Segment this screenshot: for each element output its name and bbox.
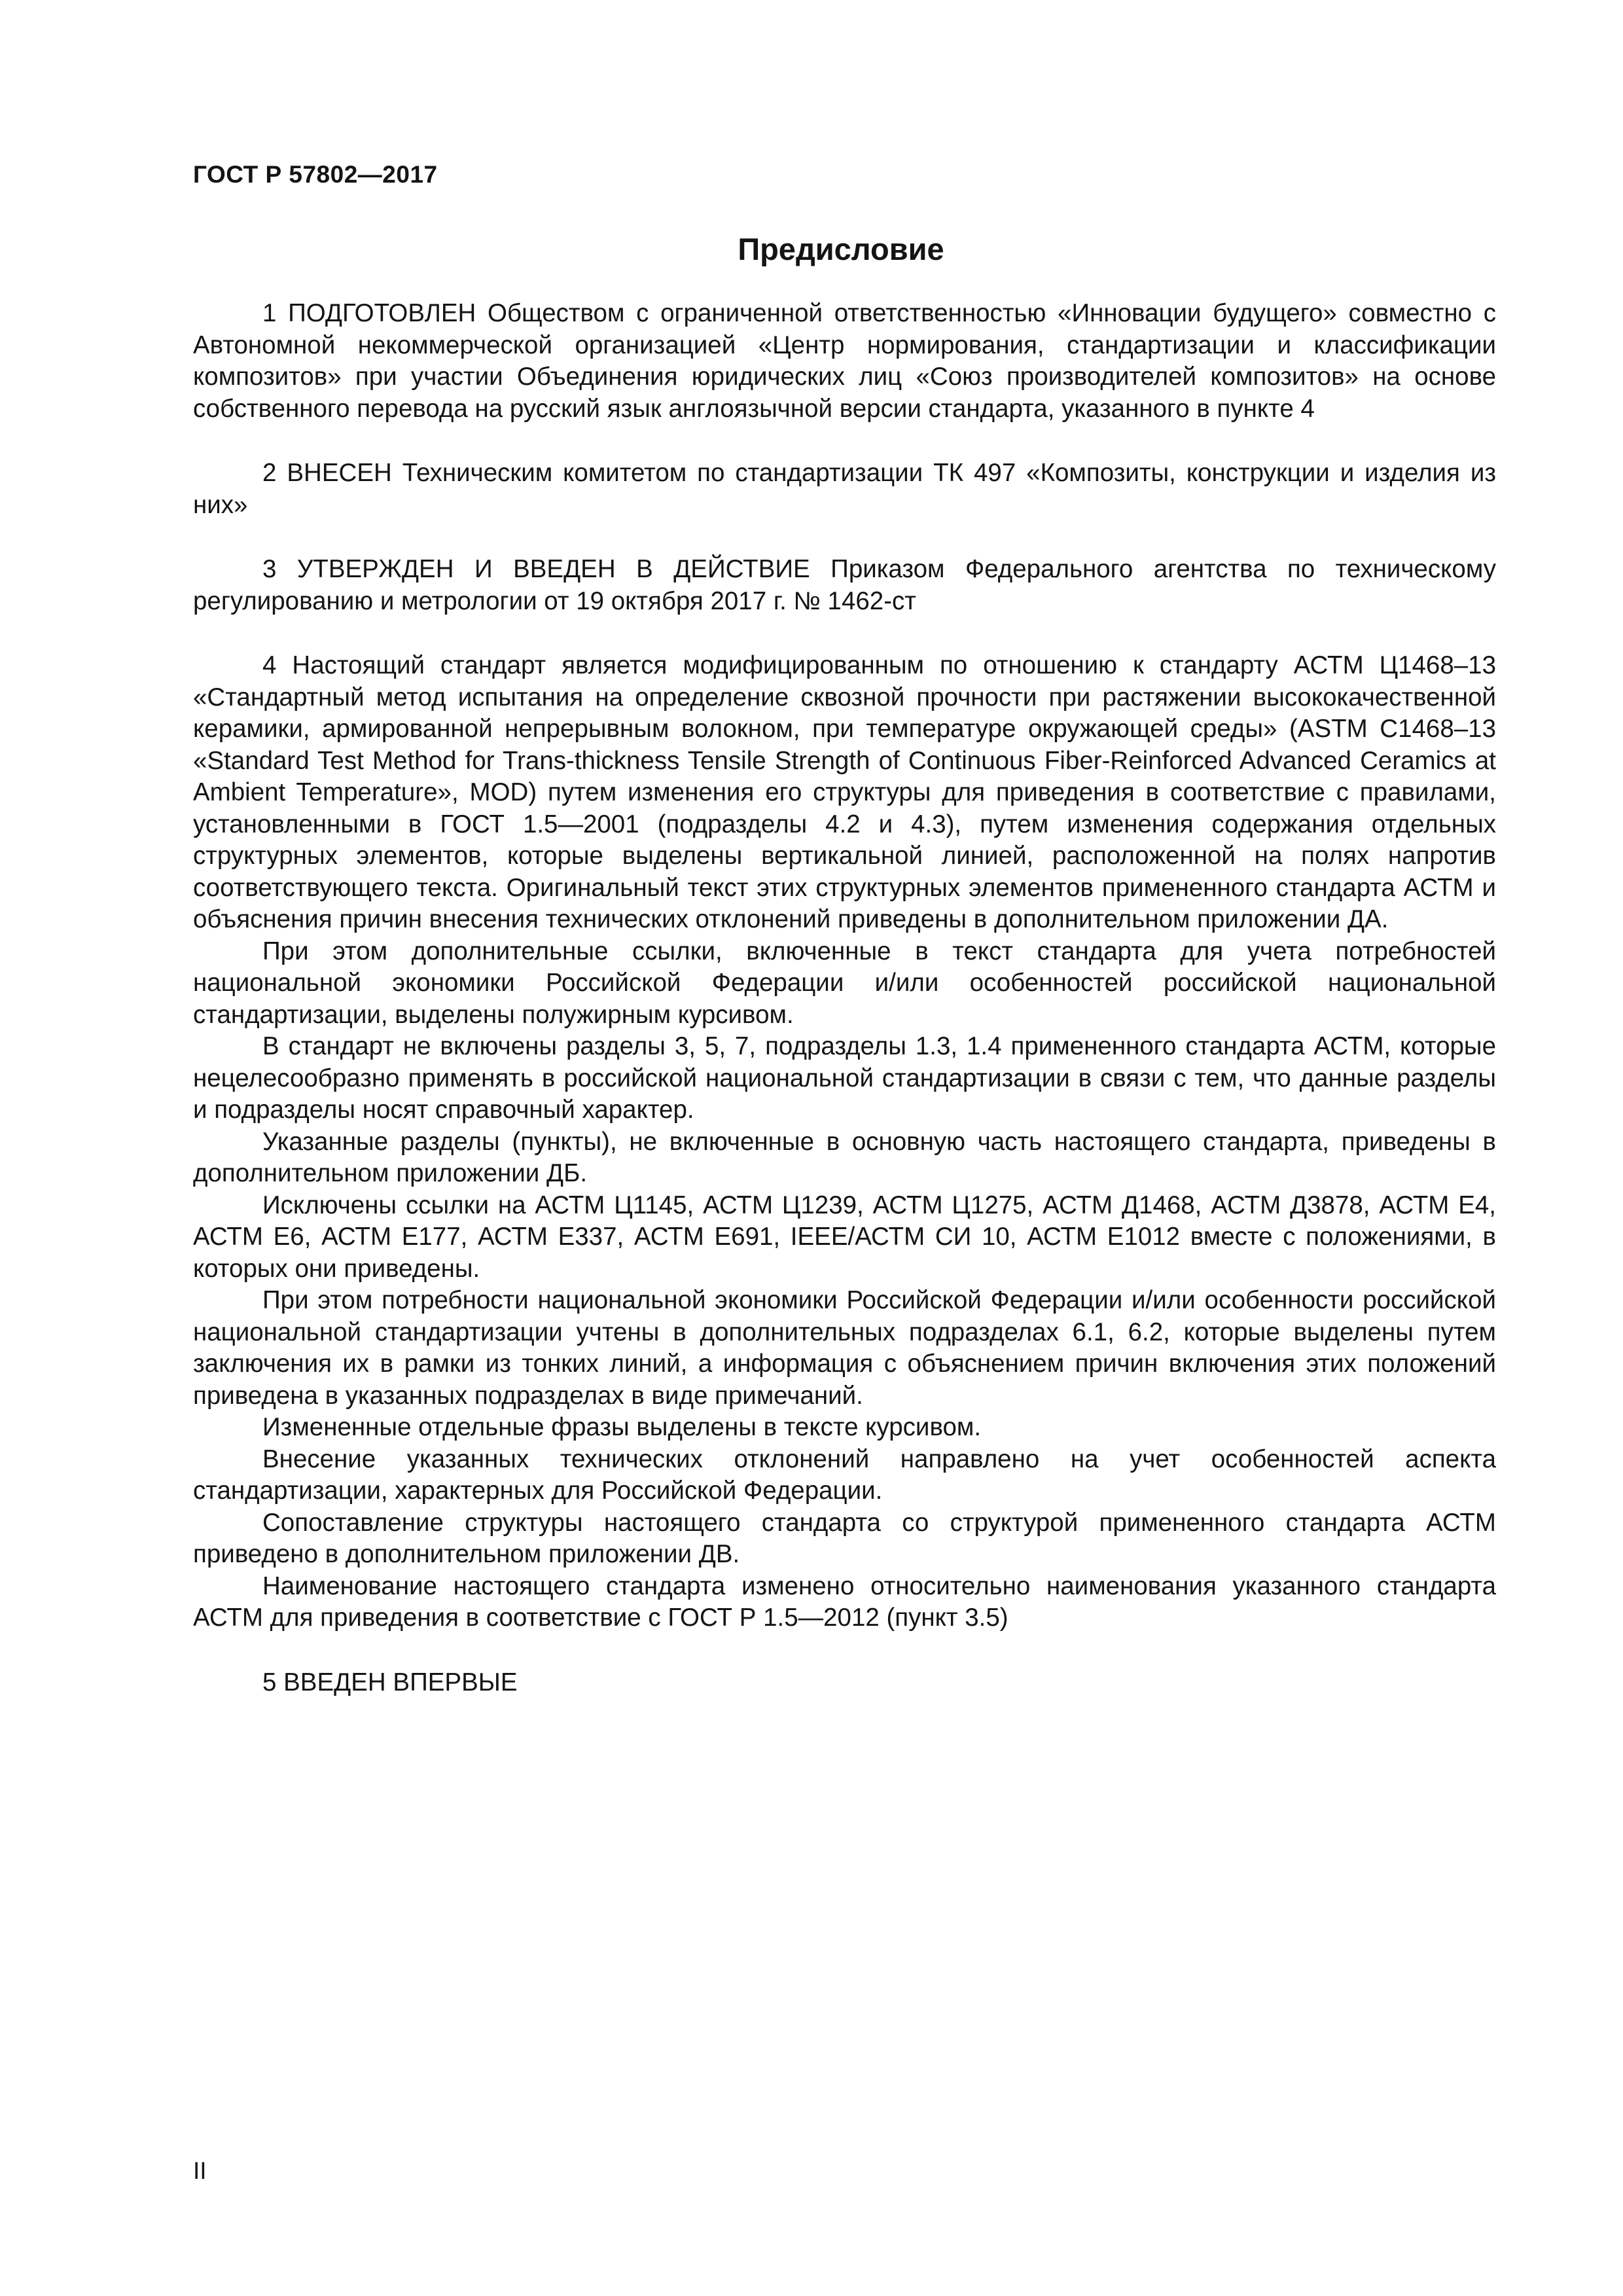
foreword-item-2: 2 ВНЕСЕН Техническим комитетом по стандартизации ТК 497 «Композиты, конструкции и изделия из них» [193,459,1496,519]
foreword-item-4-paragraph: В стандарт не включены разделы 3, 5, 7, подразделы 1.3, 1.4 примененного стандарта АСТМ, которые нецелесообразно применять в российской национальной стандартизации в связи с тем, что данные разделы и подразделы носят справочный характер. [193,1032,1496,1124]
foreword-item-4-paragraph: Указанные разделы (пункты), не включенные в основную часть настоящего стандарта, приведены в дополнительном приложении ДБ. [193,1127,1496,1187]
foreword-item-3: 3 УТВЕРЖДЕН И ВВЕДЕН В ДЕЙСТВИЕ Приказом Федерального агентства по техническому регулированию и метрологии от 19 октября 2017 г. № 1462-ст [193,555,1496,615]
foreword-item-4-paragraph: При этом дополнительные ссылки, включенные в текст стандарта для учета потребностей национальной экономики Российской Федерации и/или особенностей российской национальной стандартизации, выделены полужирным курсивом. [193,937,1496,1029]
foreword-item-4-paragraph: При этом потребности национальной экономики Российской Федерации и/или особенности российской национальной стандартизации учтены в дополнительных подразделах 6.1, 6.2, которые выделены путем заключения их в рамки из тонких линий, а информация с объяснением причин включения этих положений приведена в указанных подразделах в виде примечаний. [193,1286,1496,1410]
foreword-item-4-paragraph: Измененные отдельные фразы выделены в тексте курсивом. [262,1413,982,1441]
foreword-item-1: 1 ПОДГОТОВЛЕН Обществом с ограниченной ответственностью «Инновации будущего» совместно с Автономной некоммерческой организацией «Центр нормирования, стандартизации и классификации композитов» при участии Объединения юридических лиц «Союз производителей композитов» на основе собственного перевода на русский язык англоязычной версии стандарта, указанного в пункте 4 [193,299,1496,423]
section-title: Предисловие [738,232,944,266]
foreword-item-4-paragraph: Исключены ссылки на АСТМ Ц1145, АСТМ Ц1239, АСТМ Ц1275, АСТМ Д1468, АСТМ Д3878, АСТМ Е4, АСТМ Е6, АСТМ Е177, АСТМ Е337, АСТМ Е691, IEEE/АСТМ СИ 10, АСТМ Е1012 вместе с положениями, в которых они приведены. [193,1191,1496,1283]
foreword-item-4-paragraph: Внесение указанных технических отклонений направлено на учет особенностей аспекта стандартизации, характерных для Российской Федерации. [193,1444,1496,1505]
page-number: II [193,2157,207,2184]
foreword-item-5: 5 ВВЕДЕН ВПЕРВЫЕ [262,1668,518,1696]
foreword-item-4-paragraph: Наименование настоящего стандарта изменено относительно наименования указанного стандарта АСТМ для приведения в соответствие с ГОСТ Р 1.5—2012 (пункт 3.5) [193,1571,1496,1632]
document-number: ГОСТ Р 57802—2017 [193,161,438,188]
foreword-body [193,298,1496,1698]
foreword-item-4-paragraph: Сопоставление структуры настоящего стандарта со структурой примененного стандарта АСТМ приведено в дополнительном приложении ДВ. [193,1508,1496,1568]
foreword-item-4: 4 Настоящий стандарт является модифицированным по отношению к стандарту АСТМ Ц1468–13 «Стандартный метод испытания на определение сквозной прочности при растяжении высококачественной керамики, армированной непрерывным волокном, при температуре окружающей среды» (ASTM C1468–13 «Standard Test Method for Trans-thickness Tensile Strength of Continuous Fiber-Reinforced Advanced Ceramics at Ambient Temperature», MOD) путем изменения его структуры для приведения в соответствие с правилами, установленными в ГОСТ 1.5—2001 (подразделы 4.2 и 4.3), путем изменения содержания отдельных структурных элементов, которые выделены вертикальной линией, расположенной на полях напротив соответствующего текста. Оригинальный текст этих структурных элементов примененного стандарта АСТМ и объяснения причин внесения технических отклонений приведены в дополнительном приложении ДА. [193,651,1496,933]
